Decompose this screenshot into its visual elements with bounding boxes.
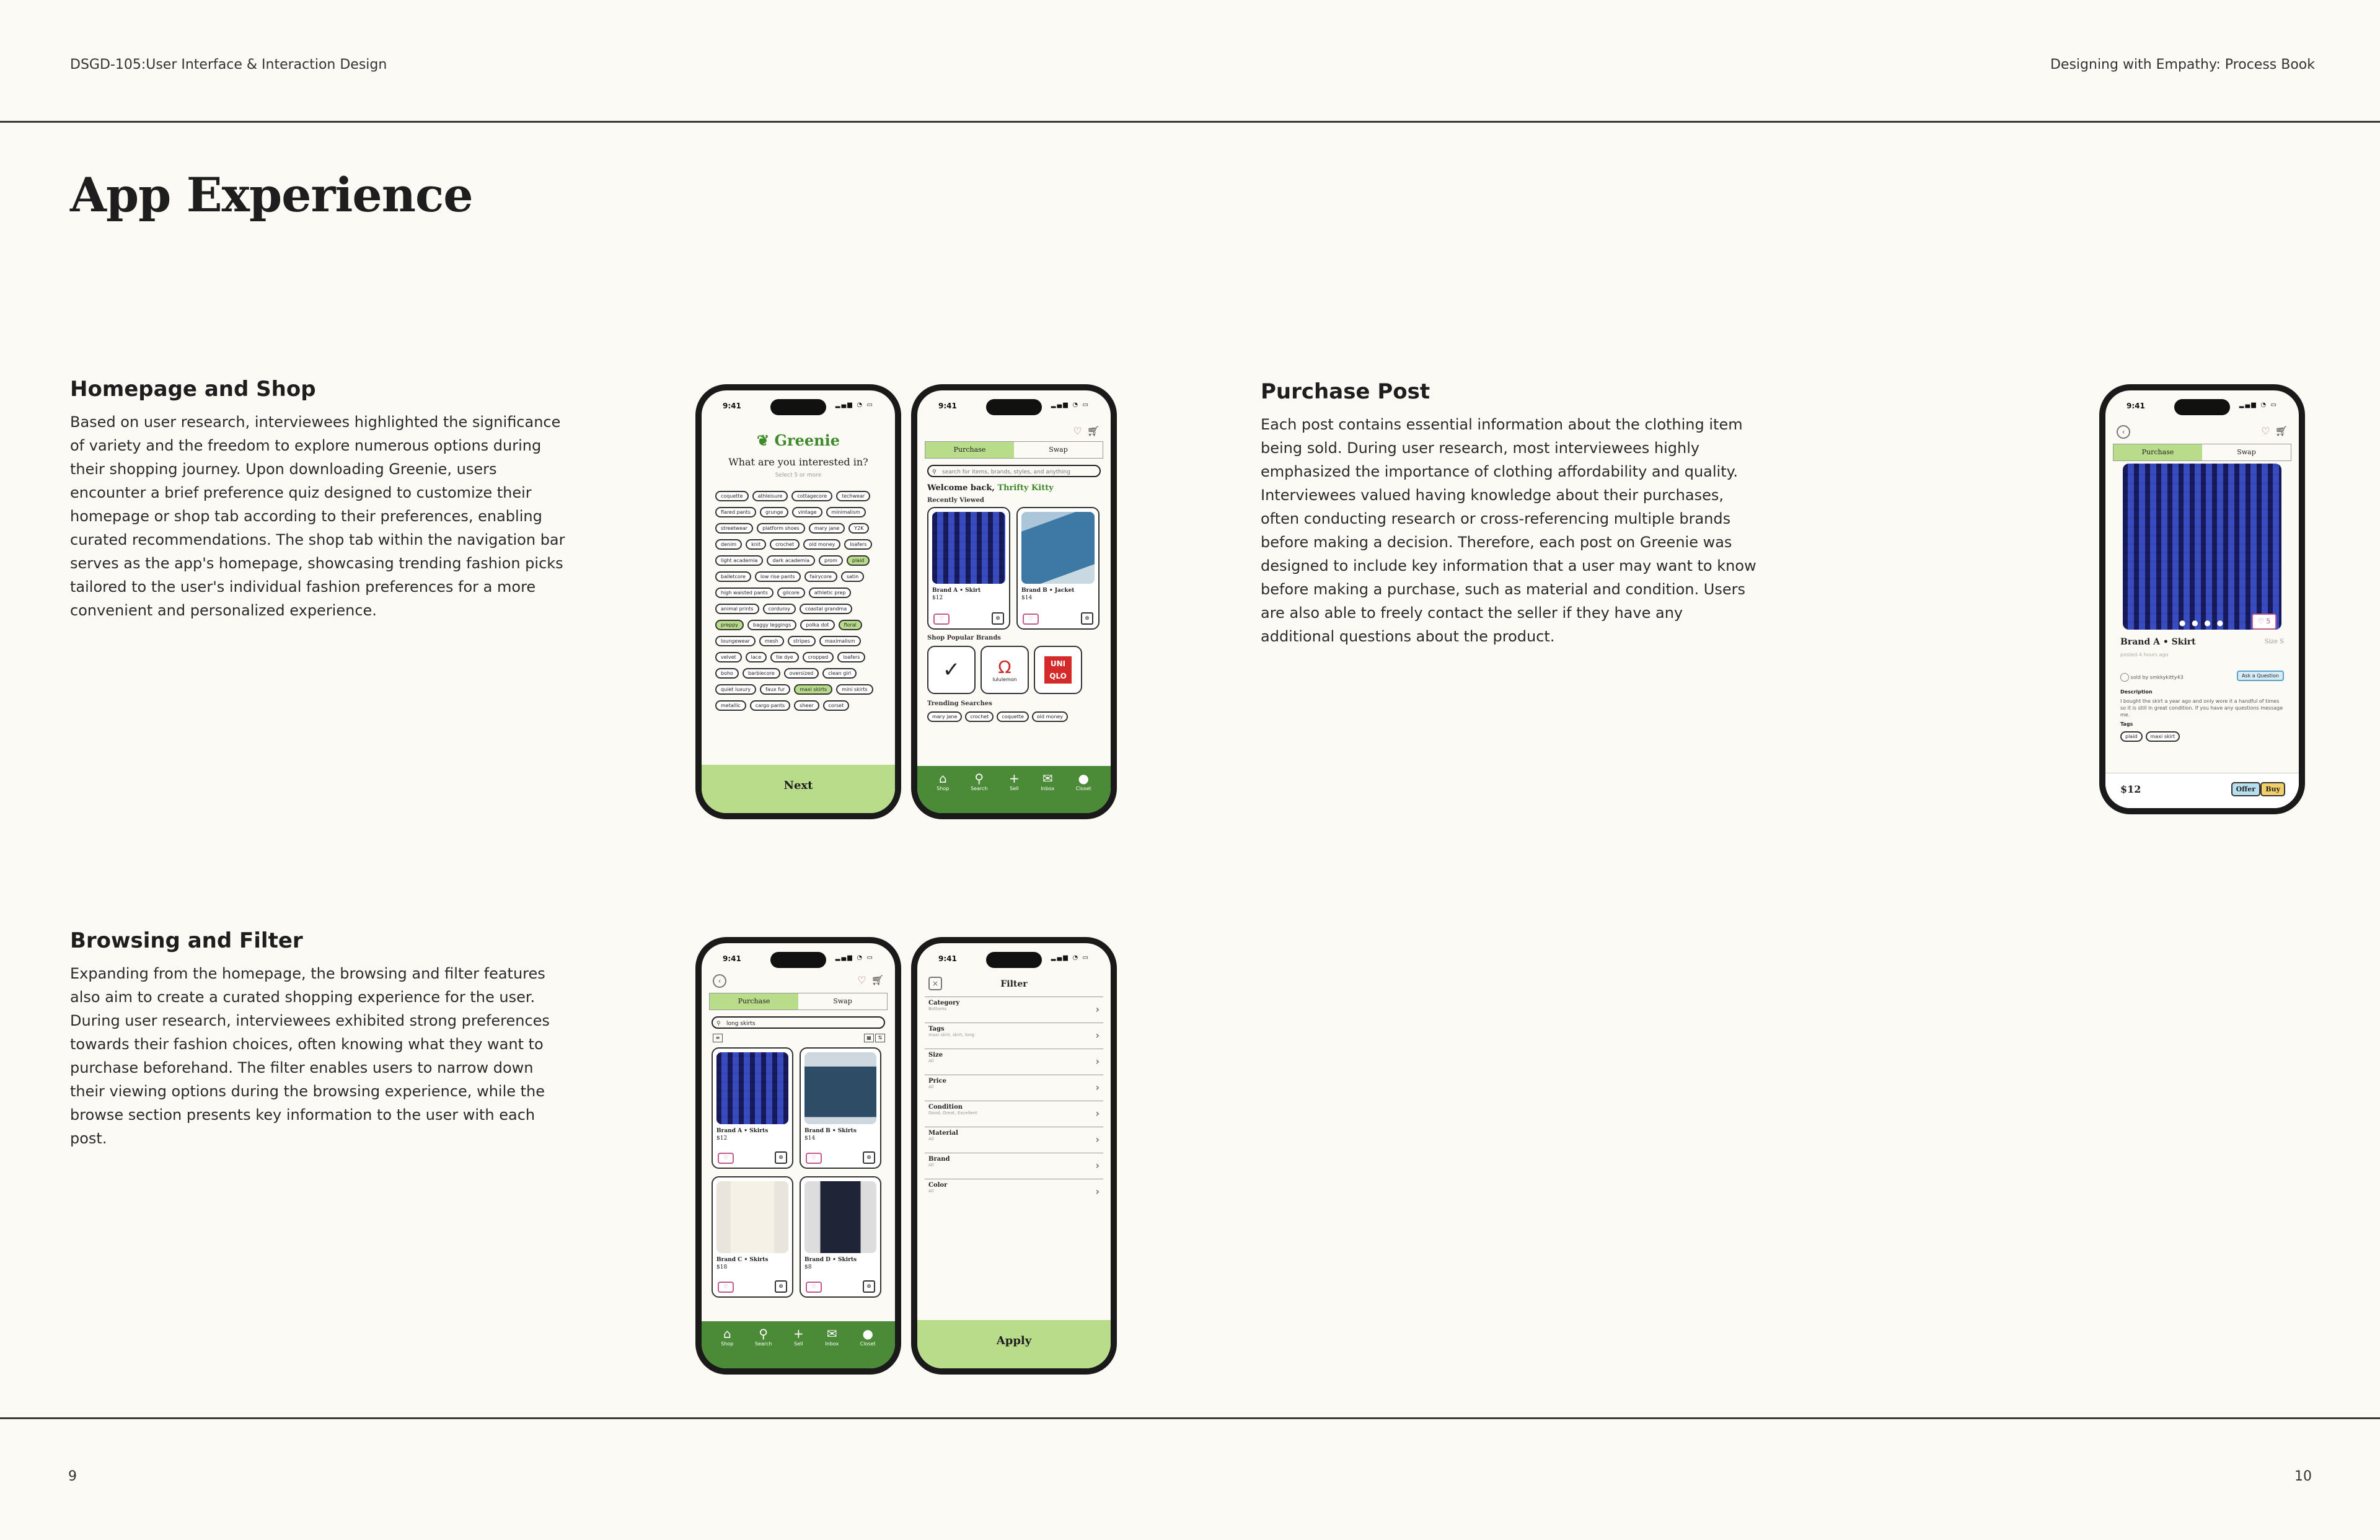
product-image bbox=[716, 1181, 788, 1253]
purchase-bar bbox=[2105, 773, 2299, 808]
product-price: $12 bbox=[716, 1135, 728, 1142]
filter-value: maxi skirt, skirt, long bbox=[928, 1032, 974, 1037]
recently-viewed-label: Recently Viewed bbox=[927, 497, 984, 504]
post-size: Size S bbox=[2264, 638, 2284, 645]
interest-chip[interactable]: loafers bbox=[844, 539, 872, 550]
bottom-nav bbox=[702, 1321, 895, 1368]
interest-chip[interactable]: faux fur bbox=[760, 684, 790, 695]
top-actions bbox=[2261, 425, 2288, 437]
interest-chip[interactable]: preppy bbox=[715, 620, 744, 630]
tab-swap[interactable]: Swap bbox=[1049, 446, 1068, 454]
phone-home bbox=[911, 384, 1117, 819]
chevron-right-icon: › bbox=[1095, 1029, 1100, 1041]
search-input[interactable]: ⚲ search for items, brands, styles, and anything bbox=[927, 465, 1101, 477]
product-name: Brand B • Skirts bbox=[804, 1128, 857, 1134]
header-book-title: Designing with Empathy: Process Book bbox=[2050, 57, 2315, 73]
buy-button[interactable]: Buy bbox=[2260, 782, 2285, 796]
brand-lululemon[interactable]: Ω lululemon bbox=[981, 646, 1029, 694]
filter-value: Good, Great, Excellent bbox=[928, 1111, 977, 1115]
phone-browse bbox=[695, 937, 901, 1375]
chevron-right-icon: › bbox=[1095, 1159, 1100, 1171]
interest-chip[interactable]: boho bbox=[715, 668, 739, 679]
section-heading: Homepage and Shop bbox=[70, 377, 316, 402]
heart-icon[interactable]: ♡ bbox=[1023, 614, 1039, 625]
interest-chip[interactable]: quiet luxury bbox=[715, 684, 756, 695]
nav-inbox[interactable]: ✉ Inbox bbox=[825, 1326, 839, 1347]
cart-icon[interactable]: 🛒︎ bbox=[871, 974, 884, 986]
interest-chip[interactable]: corduroy bbox=[763, 604, 796, 614]
heart-icon[interactable]: ♡ bbox=[718, 1153, 734, 1164]
product-photo[interactable] bbox=[2123, 464, 2281, 630]
product-card[interactable] bbox=[800, 1176, 881, 1298]
interest-chip[interactable]: knit bbox=[746, 539, 766, 550]
filter-value: All bbox=[928, 1189, 934, 1194]
status-bar: 9:41 ▂▄▆ ◔ ▭ bbox=[2127, 402, 2278, 410]
interest-chip[interactable]: sheer bbox=[794, 700, 819, 711]
interest-chip[interactable]: clean girl bbox=[822, 668, 857, 679]
user-icon: ● bbox=[1078, 771, 1089, 786]
interest-chip[interactable]: cargo pants bbox=[750, 700, 790, 711]
popular-brands-label: Shop Popular Brands bbox=[927, 635, 1001, 641]
posted-time: posted 4 hours ago bbox=[2120, 652, 2169, 658]
interest-chip[interactable]: velvet bbox=[715, 652, 742, 662]
filter-options bbox=[925, 997, 1103, 1205]
product-name: Brand C • Skirts bbox=[716, 1257, 769, 1263]
nav-shop[interactable]: ⌂ Shop bbox=[937, 771, 950, 791]
chevron-right-icon: › bbox=[1095, 1186, 1100, 1197]
section-body: Each post contains essential information about the clothing item being sold. During user research, most interviewees highly emphasized the importance of clothing affordability and quality. Interviewees valued having knowledge about their purchases, often conducting research or cross-referencing multiple brands before making a decision. Therefore, each post on Greenie was designed to include key information that a user may want to know before making a purchase, such as material and condition. Users are also able to freely contact the seller if they have any additional questions about the product. bbox=[1261, 416, 1756, 645]
status-bar: 9:41 ▂▄▆ ◔ ▭ bbox=[723, 954, 874, 963]
section-browsing-filter bbox=[70, 928, 566, 1150]
interest-chip[interactable]: corset bbox=[823, 700, 850, 711]
product-image bbox=[804, 1052, 876, 1124]
trending-pill[interactable]: mary jane bbox=[927, 711, 962, 722]
product-price: $8 bbox=[804, 1264, 812, 1270]
home-screen bbox=[917, 390, 1111, 813]
filter-label: Tags bbox=[928, 1026, 945, 1032]
footer-divider bbox=[0, 1417, 2380, 1419]
search-input[interactable]: ⚲ long skirts bbox=[712, 1016, 885, 1029]
interest-chip[interactable]: tie dye bbox=[770, 652, 799, 662]
tag-pill[interactable]: plaid bbox=[2120, 731, 2143, 742]
interest-chip[interactable]: old money bbox=[803, 539, 840, 550]
interest-chip[interactable]: athleisure bbox=[752, 491, 788, 501]
filter-row[interactable] bbox=[925, 1049, 1103, 1075]
interest-chip[interactable]: coquette bbox=[715, 491, 749, 501]
interest-chip[interactable]: mary jane bbox=[809, 523, 845, 534]
post-tags bbox=[2120, 731, 2289, 742]
cart-icon[interactable]: ⊕ bbox=[863, 1280, 875, 1293]
heart-icon[interactable]: ♡ bbox=[933, 614, 950, 625]
browse-screen bbox=[702, 943, 895, 1368]
interest-chip[interactable]: stripes bbox=[788, 636, 816, 646]
heart-icon: ♡ bbox=[2257, 617, 2264, 625]
interest-chip[interactable]: vintage bbox=[792, 507, 822, 517]
filter-value: All bbox=[928, 1163, 934, 1168]
interest-chip[interactable]: denim bbox=[715, 539, 742, 550]
interest-chip[interactable]: floral bbox=[839, 620, 862, 630]
interest-chip[interactable]: fairycore bbox=[804, 571, 837, 582]
section-body: Expanding from the homepage, the browsing and filter features also aim to create a curated shopping experience for the user. During user research, interviewees exhibited strong preferences towards their fashion choices, often knowing what they want to purchase beforehand. The filter enables users to narrow down their viewing options during the browsing experience, while the browse section presents key information to the user with each post. bbox=[70, 965, 550, 1147]
section-homepage bbox=[70, 377, 566, 622]
interest-chip[interactable]: mini skirts bbox=[836, 684, 873, 695]
heart-icon[interactable]: ♡ bbox=[718, 1282, 734, 1293]
mail-icon: ✉ bbox=[1042, 771, 1053, 786]
heart-icon[interactable]: ♡ bbox=[857, 974, 866, 986]
filter-row[interactable] bbox=[925, 1127, 1103, 1153]
product-image bbox=[804, 1181, 876, 1253]
interest-chip[interactable]: maximalism bbox=[819, 636, 861, 646]
plus-icon: + bbox=[793, 1326, 804, 1341]
filter-row[interactable] bbox=[925, 1179, 1103, 1205]
filter-row[interactable] bbox=[925, 1101, 1103, 1127]
interest-chip[interactable]: animal prints bbox=[715, 604, 759, 614]
interest-chip[interactable]: coastal grandma bbox=[800, 604, 852, 614]
interest-chip[interactable]: streetwear bbox=[715, 523, 753, 534]
status-bar: 9:41 ▂▄▆ ◔ ▭ bbox=[938, 402, 1090, 410]
interest-chip[interactable]: mesh bbox=[759, 636, 784, 646]
description-label: Description bbox=[2120, 689, 2153, 695]
top-actions bbox=[1073, 425, 1100, 437]
user-icon: ● bbox=[862, 1326, 873, 1341]
interest-chip[interactable]: flared pants bbox=[715, 507, 756, 517]
interest-chip[interactable]: Y2K bbox=[848, 523, 869, 534]
offer-button[interactable]: Offer bbox=[2231, 782, 2260, 796]
phone-quiz bbox=[695, 384, 901, 819]
filter-row[interactable] bbox=[925, 1075, 1103, 1101]
sort-icon[interactable]: ⇅ bbox=[875, 1034, 885, 1042]
filter-label: Color bbox=[928, 1182, 948, 1189]
interest-chip[interactable]: metallic bbox=[715, 700, 746, 711]
heart-icon[interactable]: ♡ bbox=[806, 1282, 822, 1293]
purchase-swap-tabs bbox=[925, 441, 1103, 459]
filter-icon[interactable]: ≡ bbox=[713, 1034, 723, 1042]
interest-chip[interactable]: polka dot bbox=[800, 620, 834, 630]
mail-icon: ✉ bbox=[826, 1326, 837, 1341]
lululemon-icon: Ω bbox=[998, 656, 1011, 677]
interest-chip[interactable]: oversized bbox=[784, 668, 819, 679]
nav-search[interactable]: ⚲ Search bbox=[754, 1326, 772, 1347]
interest-chip[interactable]: satin bbox=[841, 571, 865, 582]
nav-inbox[interactable]: ✉ Inbox bbox=[1041, 771, 1055, 791]
chevron-right-icon: › bbox=[1095, 1055, 1100, 1067]
chevron-right-icon: › bbox=[1095, 1003, 1100, 1015]
bottom-nav bbox=[917, 766, 1111, 813]
product-name: Brand B • Jacket bbox=[1021, 587, 1075, 594]
tag-pill[interactable]: maxi skirt bbox=[2146, 731, 2180, 742]
trending-pill[interactable]: crochet bbox=[965, 711, 994, 722]
tab-purchase[interactable]: Purchase bbox=[2113, 444, 2202, 460]
back-icon[interactable]: ‹ bbox=[2117, 425, 2130, 439]
nav-search[interactable]: ⚲ Search bbox=[970, 771, 988, 791]
interest-chips bbox=[715, 491, 881, 711]
cart-icon[interactable]: ⊕ bbox=[992, 612, 1004, 625]
interest-chip[interactable]: gilcore bbox=[777, 587, 805, 598]
like-button[interactable]: ♡ 5 bbox=[2252, 614, 2276, 630]
interest-chip[interactable]: high waisted pants bbox=[715, 587, 774, 598]
interest-chip[interactable]: platform shoes bbox=[757, 523, 805, 534]
purchase-swap-tabs bbox=[709, 993, 888, 1010]
interest-chip[interactable]: loungewear bbox=[715, 636, 756, 646]
welcome-text: Welcome back, Thrifty Kitty bbox=[927, 483, 1054, 493]
product-image bbox=[716, 1052, 788, 1124]
product-card[interactable] bbox=[927, 507, 1010, 630]
search-icon: ⚲ bbox=[974, 771, 984, 786]
tab-purchase[interactable]: Purchase bbox=[925, 442, 1014, 458]
interest-chip[interactable]: crochet bbox=[770, 539, 800, 550]
interest-chip[interactable]: low rise pants bbox=[755, 571, 801, 582]
filter-value: All bbox=[928, 1137, 934, 1142]
section-heading: Purchase Post bbox=[1261, 379, 1430, 404]
filter-value: All bbox=[928, 1085, 934, 1089]
interest-chip[interactable]: barbiecore bbox=[743, 668, 780, 679]
nav-closet[interactable]: ● Closet bbox=[1075, 771, 1091, 791]
close-icon[interactable]: × bbox=[928, 977, 942, 990]
filter-label: Category bbox=[928, 1000, 960, 1006]
interest-chip[interactable]: dark academia bbox=[767, 555, 815, 566]
filter-row[interactable] bbox=[925, 997, 1103, 1023]
section-heading: Browsing and Filter bbox=[70, 928, 303, 953]
header-divider bbox=[0, 121, 2380, 123]
tags-label: Tags bbox=[2120, 721, 2133, 727]
carousel-dots[interactable]: ● ● ● ● bbox=[2179, 618, 2226, 627]
filter-label: Condition bbox=[928, 1104, 963, 1111]
ask-question-button[interactable]: Ask a Question bbox=[2237, 671, 2284, 681]
chevron-right-icon: › bbox=[1095, 1081, 1100, 1093]
cart-icon[interactable]: ⊕ bbox=[1081, 612, 1093, 625]
filter-row[interactable] bbox=[925, 1153, 1103, 1179]
brand-uniqlo[interactable]: UNI QLO bbox=[1034, 646, 1082, 694]
swoosh-icon: ✓ bbox=[942, 658, 961, 682]
heart-icon[interactable]: ♡ bbox=[2261, 425, 2270, 437]
section-body: Based on user research, interviewees highlighted the significance of variety and the freedom to explore numerous options during their shopping journey. Upon downloading Greenie, users encounter a brief preference quiz designed to customize their homepage or shop tab according to their preferences, enabling curated recommendations. The shop tab within the navigation bar serves as the app's homepage, showcasing trending fashion picks tailored to the user's individual fashion preferences for a more convenient and personalized experience. bbox=[70, 413, 565, 619]
search-icon: ⚲ bbox=[759, 1326, 768, 1341]
product-price: $14 bbox=[804, 1135, 816, 1142]
next-button[interactable]: Next bbox=[702, 765, 895, 813]
back-icon[interactable]: ‹ bbox=[713, 974, 726, 988]
filter-value: Bottoms bbox=[928, 1006, 947, 1011]
trending-searches bbox=[927, 711, 1101, 722]
page-number-right: 10 bbox=[2294, 1469, 2312, 1484]
apply-button[interactable]: Apply bbox=[917, 1320, 1111, 1368]
interest-chip[interactable]: athletic prep bbox=[809, 587, 852, 598]
product-price: $14 bbox=[1021, 595, 1033, 601]
filter-label: Brand bbox=[928, 1156, 950, 1163]
interest-chip[interactable]: prom bbox=[819, 555, 843, 566]
nav-sell[interactable]: + Sell bbox=[793, 1326, 804, 1347]
product-price: $12 bbox=[932, 595, 943, 601]
filter-label: Material bbox=[928, 1130, 958, 1137]
section-purchase-post bbox=[1261, 379, 1756, 648]
nav-sell[interactable]: + Sell bbox=[1008, 771, 1020, 791]
post-screen bbox=[2105, 390, 2299, 808]
cart-icon[interactable]: 🛒︎ bbox=[1086, 425, 1100, 437]
trending-label: Trending Searches bbox=[927, 700, 992, 707]
tab-swap[interactable]: Swap bbox=[833, 997, 852, 1005]
tab-purchase[interactable]: Purchase bbox=[710, 993, 798, 1010]
home-icon: ⌂ bbox=[723, 1326, 731, 1341]
product-card[interactable] bbox=[712, 1047, 793, 1169]
status-bar: 9:41 ▂▄▆ ◔ ▭ bbox=[723, 402, 874, 410]
interest-chip[interactable]: cropped bbox=[803, 652, 834, 662]
cart-icon[interactable]: ⊕ bbox=[775, 1280, 787, 1293]
product-name: Brand D • Skirts bbox=[804, 1257, 857, 1263]
product-card[interactable] bbox=[1016, 507, 1100, 630]
chevron-right-icon: › bbox=[1095, 1107, 1100, 1119]
heart-icon[interactable]: ♡ bbox=[806, 1153, 822, 1164]
page-number-left: 9 bbox=[68, 1469, 77, 1484]
interest-chip[interactable]: minimalism bbox=[826, 507, 866, 517]
filter-value: All bbox=[928, 1058, 934, 1063]
cart-icon[interactable]: ⊕ bbox=[863, 1151, 875, 1164]
chevron-right-icon: › bbox=[1095, 1133, 1100, 1145]
avatar[interactable] bbox=[2120, 673, 2129, 682]
grid-view-icon[interactable]: ▦ bbox=[864, 1034, 874, 1042]
purchase-swap-tabs bbox=[2113, 444, 2291, 461]
interest-chip[interactable]: light academia bbox=[715, 555, 763, 566]
brand-nike[interactable] bbox=[927, 646, 976, 694]
interest-chip[interactable]: cottagecore bbox=[791, 491, 832, 501]
greenie-logo: ❦ Greenie bbox=[757, 431, 840, 449]
interest-chip[interactable]: balletcore bbox=[715, 571, 751, 582]
interest-chip[interactable]: plaid bbox=[847, 555, 870, 566]
phone-filter bbox=[911, 937, 1117, 1375]
quiz-screen bbox=[702, 390, 895, 813]
page-title: App Experience bbox=[70, 167, 473, 222]
product-price: $18 bbox=[716, 1264, 728, 1270]
product-image bbox=[1021, 512, 1095, 584]
filter-label: Price bbox=[928, 1078, 947, 1085]
filter-label: Size bbox=[928, 1052, 943, 1058]
seller-line: sold by smkkykitty43 bbox=[2120, 673, 2284, 682]
quiz-question: What are you interested in? bbox=[728, 456, 868, 468]
filter-row[interactable] bbox=[925, 1023, 1103, 1049]
product-card[interactable] bbox=[800, 1047, 881, 1169]
nav-shop[interactable]: ⌂ Shop bbox=[721, 1326, 734, 1347]
brand-list bbox=[927, 646, 1111, 694]
interest-chip[interactable]: maxi skirts bbox=[794, 684, 832, 695]
header-course: DSGD-105:User Interface & Interaction Design bbox=[70, 57, 387, 73]
product-card[interactable] bbox=[712, 1176, 793, 1298]
quiz-subtitle: Select 5 or more bbox=[775, 472, 822, 478]
product-name: Brand A • Skirts bbox=[716, 1128, 769, 1134]
phone-purchase-post bbox=[2099, 384, 2305, 814]
trending-pill[interactable]: coquette bbox=[997, 711, 1029, 722]
post-price: $12 bbox=[2120, 783, 2141, 795]
leaf-icon: ❦ bbox=[757, 431, 775, 449]
interest-chip[interactable]: loafers bbox=[837, 652, 865, 662]
top-actions bbox=[857, 974, 884, 986]
description-text: I bought the skirt a year ago and only wore it a handful of times so it is still in great condition. If you have any questions message me. bbox=[2120, 698, 2283, 718]
cart-icon[interactable]: ⊕ bbox=[775, 1151, 787, 1164]
interest-chip[interactable]: baggy leggings bbox=[747, 620, 796, 630]
product-image bbox=[932, 512, 1005, 584]
home-icon: ⌂ bbox=[938, 771, 947, 786]
filter-title: Filter bbox=[1000, 979, 1028, 989]
product-name: Brand A • Skirt bbox=[932, 587, 981, 594]
tab-swap[interactable]: Swap bbox=[2237, 448, 2256, 456]
heart-icon[interactable]: ♡ bbox=[1073, 425, 1082, 437]
post-title: Brand A • Skirt bbox=[2120, 637, 2196, 647]
plus-icon: + bbox=[1008, 771, 1020, 786]
status-bar: 9:41 ▂▄▆ ◔ ▭ bbox=[938, 954, 1090, 963]
interest-chip[interactable]: grunge bbox=[760, 507, 789, 517]
cart-icon[interactable]: 🛒︎ bbox=[2275, 425, 2288, 437]
interest-chip[interactable]: techwear bbox=[836, 491, 870, 501]
interest-chip[interactable]: lace bbox=[746, 652, 767, 662]
trending-pill[interactable]: old money bbox=[1032, 711, 1068, 722]
filter-screen bbox=[917, 943, 1111, 1368]
nav-closet[interactable]: ● Closet bbox=[860, 1326, 876, 1347]
